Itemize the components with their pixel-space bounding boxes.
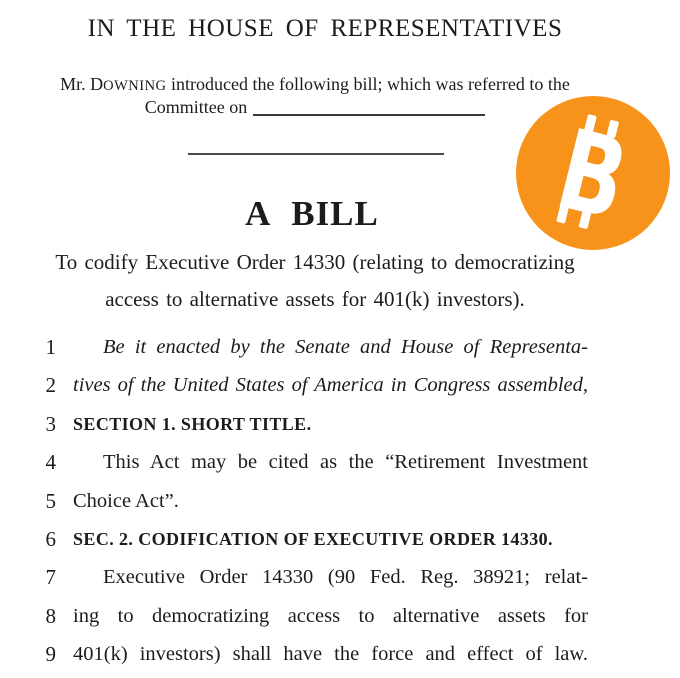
bitcoin-icon	[516, 96, 670, 250]
line-text: SEC. 2. CODIFICATION OF EXECUTIVE ORDER 14330.	[73, 529, 553, 549]
line-text: ing to democratizing access to alternative assets for	[73, 605, 588, 627]
line-number: 5	[45, 489, 56, 513]
line-number: 2	[45, 373, 56, 397]
committee-label: Committee on	[144, 97, 248, 117]
chamber-header: IN THE HOUSE OF REPRESENTATIVES	[87, 15, 563, 42]
bitcoin-b-glyph: B	[545, 105, 659, 250]
bill-line-row	[0, 527, 680, 557]
line-text: Executive Order 14330 (90 Fed. Reg. 38921; relat-	[103, 566, 588, 588]
bill-line-row	[0, 335, 680, 365]
bill-line-row	[0, 565, 680, 595]
committee-blank-line	[253, 100, 485, 116]
bill-line-row	[0, 412, 680, 442]
line-number: 7	[45, 565, 56, 589]
referral-prefix: Mr. D	[60, 74, 104, 94]
line-number: 1	[45, 335, 56, 359]
referral-rest: introduced the following bill; which was referred to the	[166, 74, 570, 94]
long-title-line-1: To codify Executive Order 14330 (relating to democratizing	[55, 250, 575, 274]
sponsor-name: OWNING	[103, 78, 167, 94]
separator-rule	[188, 153, 444, 155]
line-text: Choice Act”.	[73, 490, 179, 512]
referral-clause	[0, 74, 630, 95]
line-number: 4	[45, 450, 56, 474]
long-title-line-2: access to alternative assets for 401(k) investors).	[105, 287, 525, 311]
line-number: 9	[45, 642, 56, 666]
bill-line-row	[0, 489, 680, 519]
line-number: 3	[45, 412, 56, 436]
bill-line-row	[0, 373, 680, 403]
line-text: Be it enacted by the Senate and House of Representa-	[103, 336, 588, 358]
line-text: tives of the United States of America in Congress assembled,	[73, 374, 588, 396]
bill-line-row	[0, 642, 680, 672]
line-number: 8	[45, 604, 56, 628]
line-number: 6	[45, 527, 56, 551]
line-text: 401(k) investors) shall have the force and effect of law.	[73, 643, 588, 665]
bill-line-row	[0, 450, 680, 480]
bill-line-row	[0, 604, 680, 634]
bill-title: A BILL	[245, 194, 379, 233]
line-text: SECTION 1. SHORT TITLE.	[73, 414, 312, 434]
line-text: This Act may be cited as the “Retirement Investment	[103, 451, 588, 473]
